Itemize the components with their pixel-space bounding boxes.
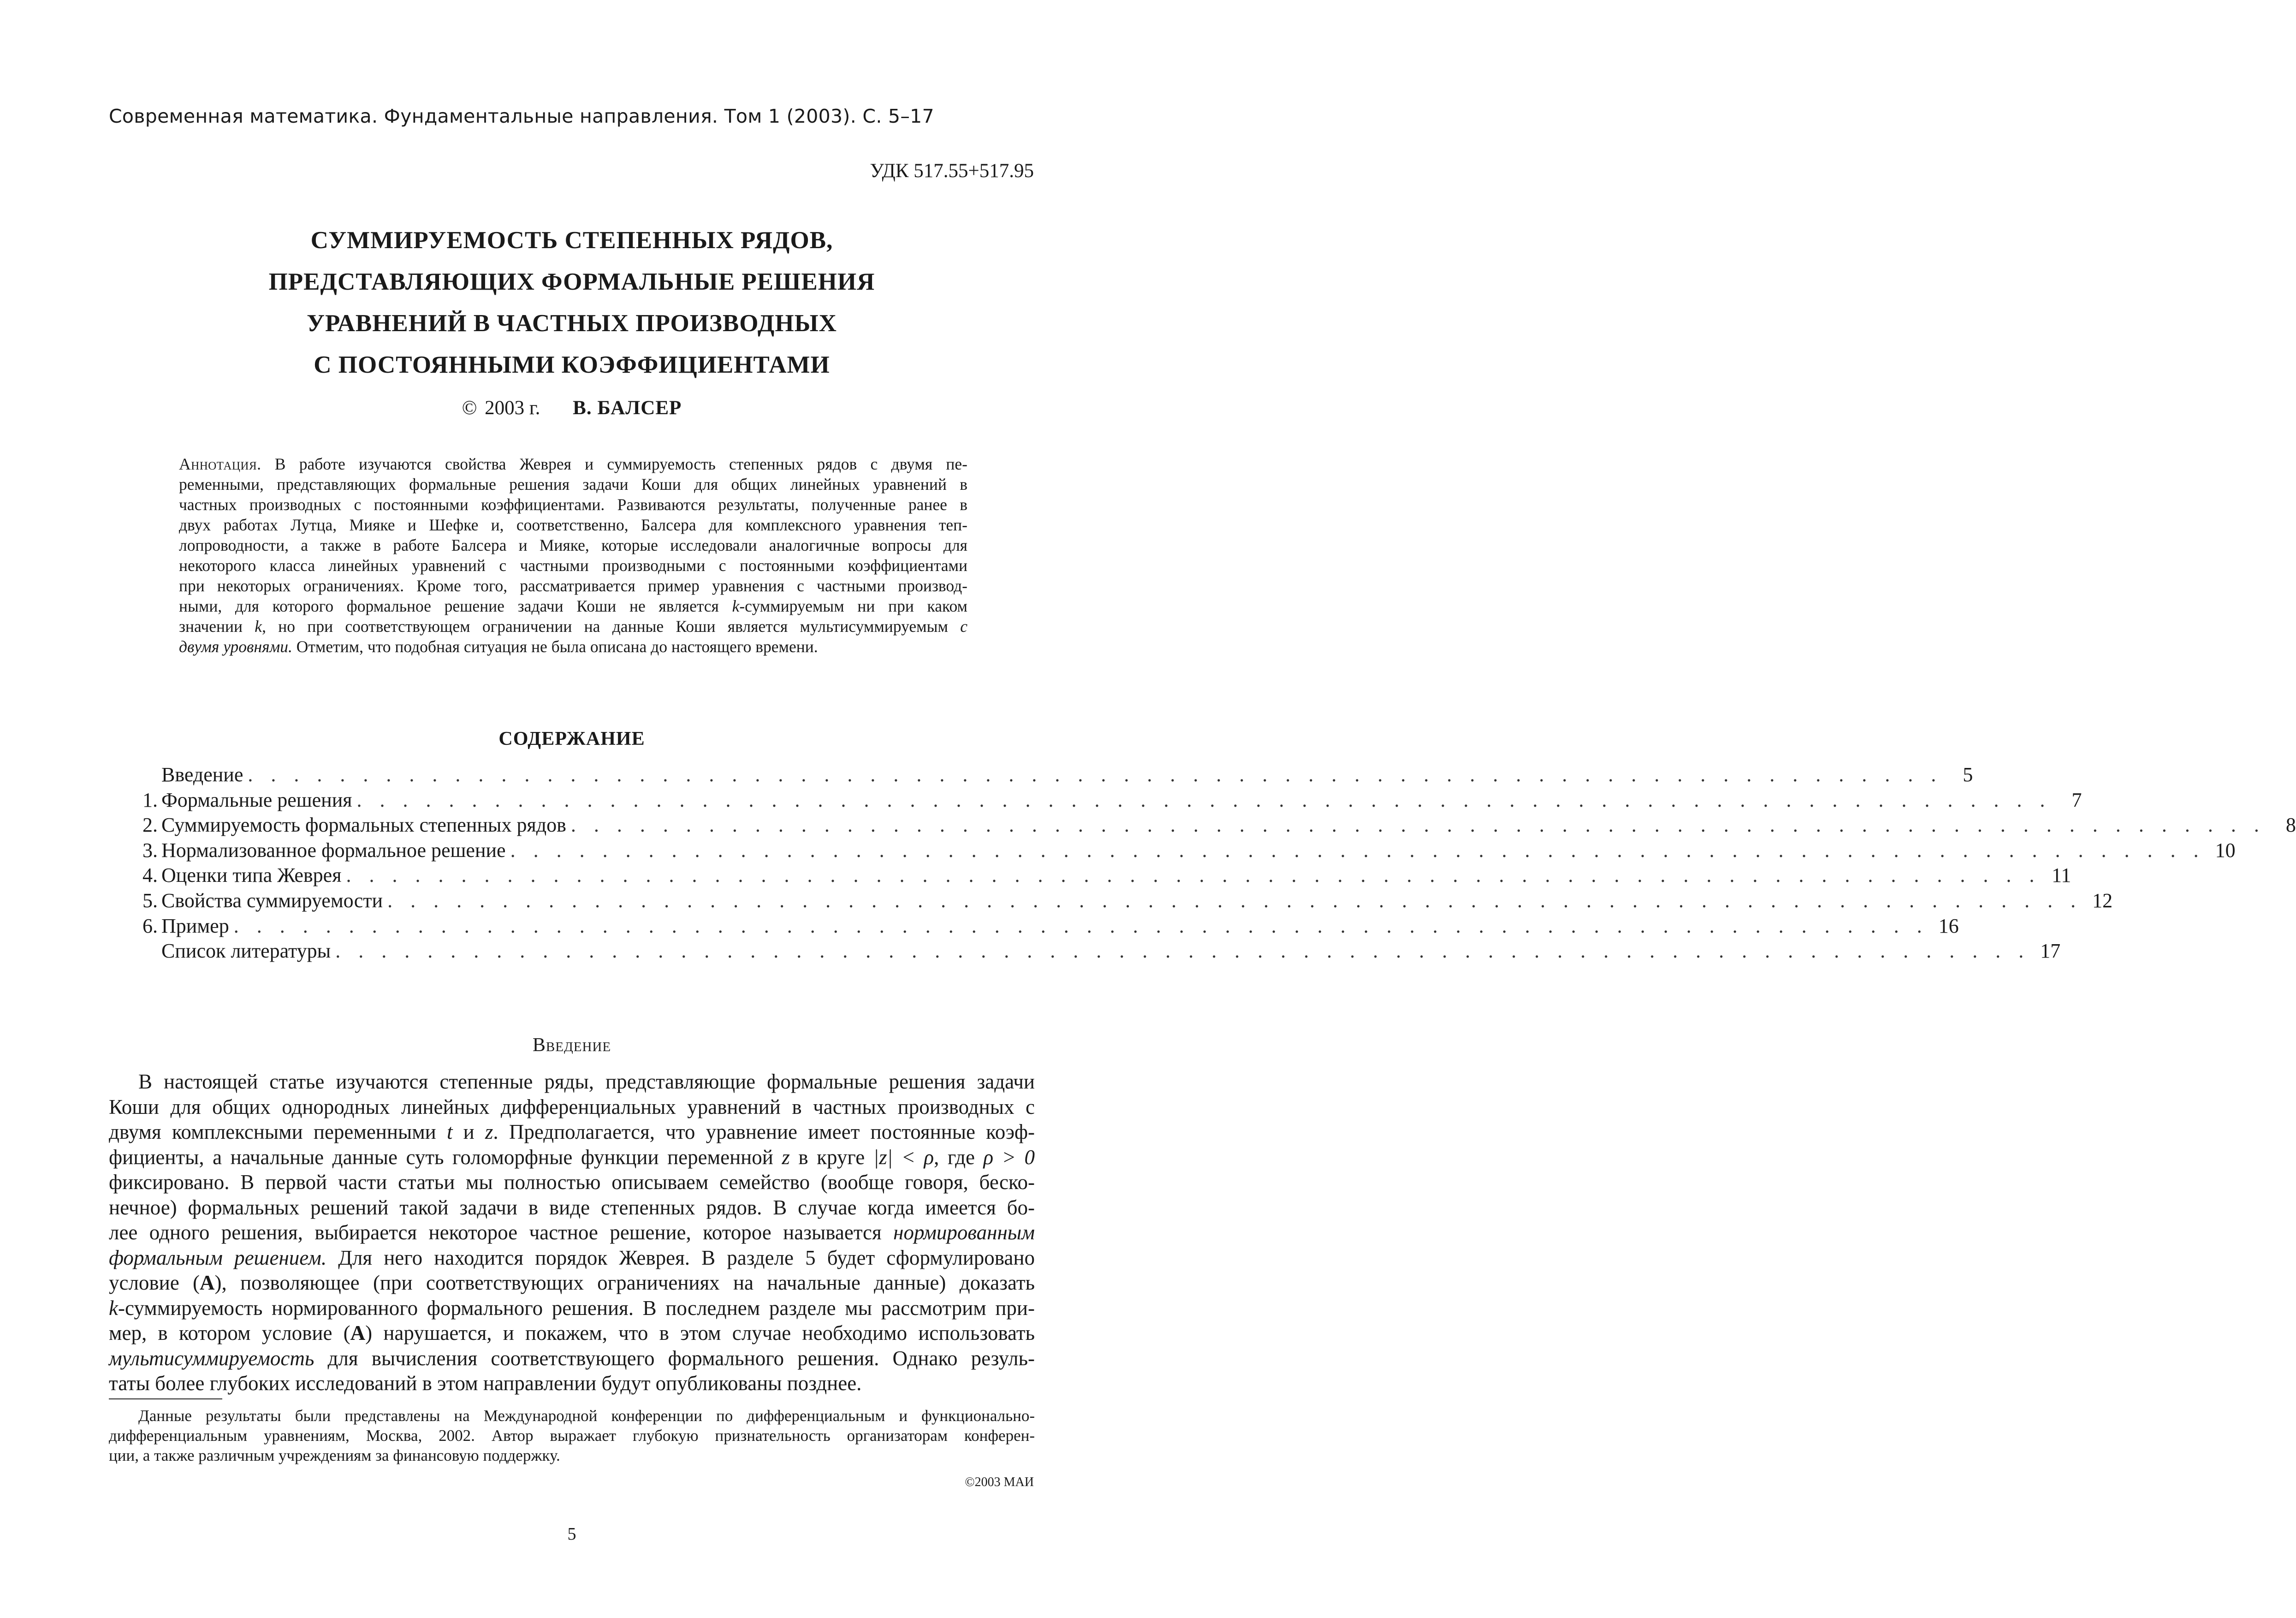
toc-entry [130,839,2236,864]
paragraph-line: k-суммируемость нормированного формального решения. В последнем разделе мы рассмотрим при- [109,1296,1035,1320]
toc-entry [130,763,1973,788]
toc-entry-number: 4. [142,864,158,887]
footnote-rule [109,1398,222,1399]
copyright-symbol: © [462,397,477,419]
udk-code: УДК 517.55+517.95 [870,160,1034,182]
toc-entry-number: 1. [142,788,158,811]
toc-leader-dots: . . . . . . . . . . . . . . . . . . . . . . . . . . . . . . . . . . . . . . . . . . . . . . . . . . . . . . . . . . . . . . . . . . . . . . . . . . [510,839,2205,862]
publisher-copyright: ©2003 МАИ [965,1475,1034,1489]
paragraph-line: условие (A), позволяющее (при соответствующих ограничениях на начальные данные) доказать [109,1271,1035,1294]
toc-entry-page: 8 [2285,814,2296,837]
publication-year: 2003 г. [485,397,540,419]
toc-leader-dots: . . . . . . . . . . . . . . . . . . . . . . . . . . . . . . . . . . . . . . . . . . . . . . . . . . . . . . . . . . . . . . . . . . . . . . . . . . [570,814,2266,837]
toc-entry [130,939,2061,964]
abstract-line: ременными, представляющих формальные решения задачи Коши для общих линейных уравнений в [179,475,967,494]
title-line: СУММИРУЕМОСТЬ СТЕПЕННЫХ РЯДОВ, [310,227,833,254]
toc-entry [130,788,2082,814]
abstract-line: лопроводности, а также в работе Балсера и Мияке, которые исследовали аналогичные вопросы для [179,536,967,554]
footnote-line: Данные результаты были представлены на Международной конференции по дифференциальным и функционально- [138,1407,1035,1425]
intro-paragraph [109,1069,1035,1396]
abstract-line: при некоторых ограничениях. Кроме того, рассматривается пример уравнения с частными производ- [179,577,967,595]
toc-entry-title: Пример [161,914,229,937]
journal-header: Современная математика. Фундаментальные направления. Том 1 (2003). С. 5–17 [109,105,934,127]
abstract-line: значении k, но при соответствующем ограничении на данные Коши является мультисуммируемым с [179,617,967,636]
article-title [0,220,1144,386]
paragraph-line: В настоящей статье изучаются степенные ряды, представляющие формальные решения задачи [138,1070,1035,1093]
paragraph-line: Коши для общих однородных линейных дифференциальных уравнений в частных производных с [109,1095,1035,1118]
paragraph-line: мер, в котором условие (A) нарушается, и покажем, что в этом случае необходимо использовать [109,1321,1035,1344]
toc-entry-number: 2. [142,814,158,837]
toc-leader-dots: . . . . . . . . . . . . . . . . . . . . . . . . . . . . . . . . . . . . . . . . . . . . . . . . . . . . . . . . . . . . . . . . . . . . . . . . . . [248,763,1943,786]
math-var-k: k [732,597,740,615]
abstract-line: ными, для которого формальное решение задачи Коши не является k-суммируемым ни при каком [179,597,967,615]
page-number: 5 [567,1524,576,1544]
paragraph-line: нечное) формальных решений такой задачи в виде степенных рядов. В случае когда имеется бо- [109,1196,1035,1219]
paragraph-line: формальным решением. Для него находится порядок Жеврея. В разделе 5 будет сформулировано [109,1246,1035,1269]
toc-entry-title: Свойства суммируемости [161,889,383,912]
title-line: УРАВНЕНИЙ В ЧАСТНЫХ ПРОИЗВОДНЫХ [307,310,837,337]
toc-entry-page: 17 [2040,940,2061,963]
paragraph-line: фициенты, а начальные данные суть голоморфные функции переменной z в круге |z| < ρ, где ρ > 0 [109,1145,1035,1169]
toc-entry-page: 5 [1963,763,1973,786]
paragraph-line: фиксировано. В первой части статьи мы полностью описываем семейство (вообще говоря, беско- [109,1171,1035,1194]
toc-leader-dots: . . . . . . . . . . . . . . . . . . . . . . . . . . . . . . . . . . . . . . . . . . . . . . . . . . . . . . . . . . . . . . . . . . . . . . . . . . [335,940,2030,963]
toc-leader-dots: . . . . . . . . . . . . . . . . . . . . . . . . . . . . . . . . . . . . . . . . . . . . . . . . . . . . . . . . . . . . . . . . . . . . . . . . . . [233,914,1928,937]
toc-entry-page: 7 [2071,788,2082,811]
toc-heading: СОДЕРЖАНИЕ [498,728,645,750]
footnote-line: дифференциальным уравнениям, Москва, 2002. Автор выражает глубокую признательность организаторам конферен- [109,1427,1035,1445]
toc-entry-page: 12 [2092,889,2113,912]
toc-entry-title: Введение [161,763,243,786]
abstract-line: частных производных с постоянными коэффициентами. Развиваются результаты, полученные ранее в [179,495,967,514]
toc-leader-dots: . . . . . . . . . . . . . . . . . . . . . . . . . . . . . . . . . . . . . . . . . . . . . . . . . . . . . . . . . . . . . . . . . . . . . . . . . . [346,864,2041,887]
author-line [0,397,1144,419]
title-line: С ПОСТОЯННЫМИ КОЭФФИЦИЕНТАМИ [314,351,830,378]
footnote [109,1406,1035,1465]
abstract-line: некоторого класса линейных уравнений с частными производными с постоянными коэффициентами [179,556,967,575]
author-name: В. БАЛСЕР [573,397,682,419]
toc-entry-page: 10 [2215,839,2236,862]
paragraph-line: лее одного решения, выбирается некоторое частное решение, которое называется нормированным [109,1221,1035,1244]
paragraph-line: мультисуммируемость для вычисления соответствующего формального решения. Однако резуль- [109,1346,1035,1370]
abstract [179,454,967,657]
toc-leader-dots: . . . . . . . . . . . . . . . . . . . . . . . . . . . . . . . . . . . . . . . . . . . . . . . . . . . . . . . . . . . . . . . . . . . . . . . . . . [387,889,2082,912]
toc-entry-number: 3. [142,839,158,862]
abstract-line: двух работах Лутца, Мияке и Шефке и, соответственно, Балсера для комплексного уравнения теп- [179,516,967,534]
toc-entry-title: Формальные решения [161,788,352,811]
toc-entry-title: Список литературы [161,940,331,963]
toc-entry [130,889,2113,914]
math-var-k: k [255,617,262,636]
paragraph-line: таты более глубоких исследований в этом направлении будут опубликованы позднее. [109,1372,862,1395]
toc-entry-number: 6. [142,914,158,937]
toc-entry-number: 5. [142,889,158,912]
toc-entry [130,863,2071,889]
title-line: ПРЕДСТАВЛЯЮЩИХ ФОРМАЛЬНЫЕ РЕШЕНИЯ [268,268,875,295]
toc-leader-dots: . . . . . . . . . . . . . . . . . . . . . . . . . . . . . . . . . . . . . . . . . . . . . . . . . . . . . . . . . . . . . . . . . . . . . . . . . . [356,788,2052,811]
section-heading-intro: Введение [532,1035,611,1056]
abstract-label: Аннотация. [179,455,261,473]
toc-entry-title: Нормализованное формальное решение [161,839,506,862]
abstract-line: Аннотация. В работе изучаются свойства Жеврея и суммируемость степенных рядов с двумя пе- [179,455,967,473]
toc-entry-title: Суммируемость формальных степенных рядов [161,814,566,837]
paragraph-line: двумя комплексными переменными t и z. Предполагается, что уравнение имеет постоянные коэф- [109,1120,1035,1143]
toc-entry [130,914,1959,940]
emphasis: двумя уровнями. [179,637,292,656]
toc-entry-title: Оценки типа Жеврея [161,864,342,887]
table-of-contents [130,763,2296,964]
toc-entry-page: 11 [2052,864,2071,887]
footnote-line: ции, а также различным учреждениям за финансовую поддержку. [109,1446,560,1464]
toc-entry-page: 16 [1938,914,1959,937]
toc-entry [130,813,2296,839]
abstract-line: двумя уровнями. Отметим, что подобная ситуация не была описана до настоящего времени. [179,637,818,656]
